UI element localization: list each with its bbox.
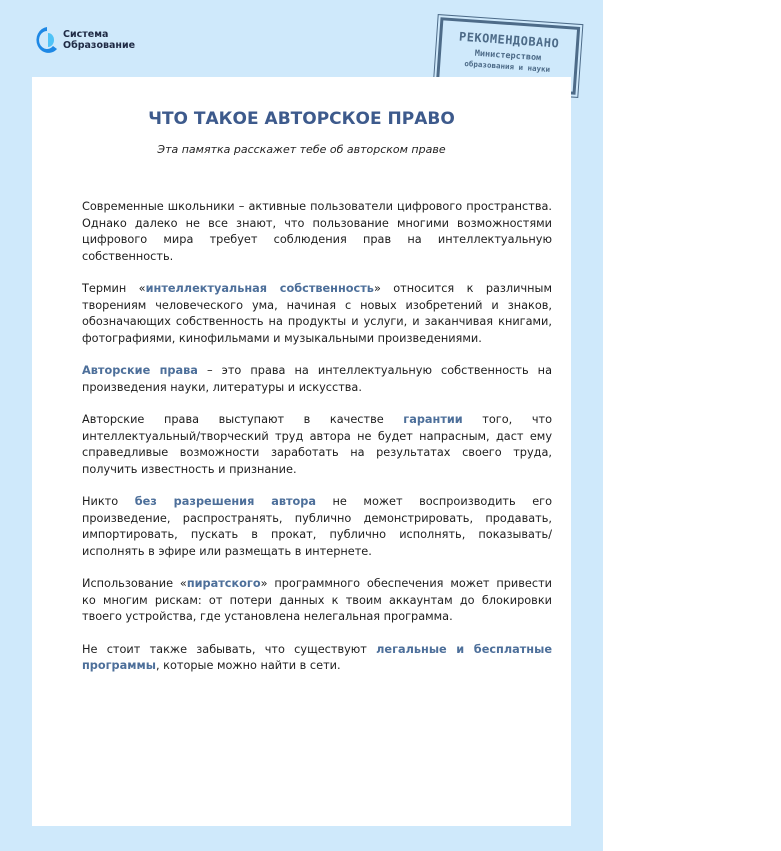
stamp-line-2: Министерством: [474, 48, 542, 64]
p7-before: Не стоит также забывать, что существуют: [82, 642, 377, 656]
p4-highlight: гарантии: [403, 413, 463, 426]
p4-after: того, что интеллектуальный/творческий труд автора не будет напрасным, даст ему справедливые возможности заработать на результатах своего труда, получить известность и признание.: [82, 413, 553, 476]
document-body: [82, 199, 552, 691]
stamp-line-3: образования и науки: [464, 58, 551, 74]
p3-highlight: Авторские права: [82, 364, 198, 377]
p5-before: Никто: [82, 495, 135, 508]
p6-highlight: пиратского: [186, 577, 261, 590]
paragraph-7: [82, 642, 552, 675]
p6-before: Использование «: [82, 577, 187, 590]
p2-highlight: интеллектуальная собственность: [145, 282, 374, 295]
p2-before: Термин «: [82, 282, 146, 295]
p2-after: » относится к различным творениям человеческого ума, начиная с новых изобретений и знаков, обозначающих собственность на продукты и услуги, и заканчивая книгами, фотографиями, кинофильмами и музыкальными произведениями.: [82, 282, 552, 345]
logo: [33, 25, 135, 55]
p7-highlight: легальные и бесплатные программы: [82, 642, 552, 672]
p4-before: Авторские права выступают в качестве: [82, 413, 404, 426]
stamp-line-1: РЕКОМЕНДОВАНО: [458, 29, 560, 51]
paragraph-2: [82, 281, 552, 347]
p3-after: – это права на интеллектуальную собственность на произведения науки, литературы и искусства.: [82, 364, 552, 394]
p5-highlight: без разрешения автора: [134, 495, 317, 508]
paragraph-3: [82, 363, 552, 396]
paragraph-4: [82, 412, 552, 478]
logo-line-2: Образование: [63, 40, 136, 51]
page-subtitle: Эта памятка расскажет тебе об авторском праве: [157, 143, 446, 156]
p7-after: , которые можно найти в сети.: [155, 659, 341, 672]
logo-icon: [33, 25, 59, 55]
p5-after: не может воспроизводить его произведение, распространять, публично демонстрировать, продавать, импортировать, пускать в прокат, публично исполнять, показывать/исполнять в эфире или размещать в интернете.: [82, 495, 552, 558]
logo-text: [63, 29, 135, 51]
logo-line-1: Система: [63, 29, 109, 40]
page-title: ЧТО ТАКОЕ АВТОРСКОЕ ПРАВО: [148, 109, 455, 129]
paragraph-6: [82, 576, 552, 626]
paragraph-1: Современные школьники – активные пользователи цифрового пространства. Однако далеко не все знают, что пользование многими возможностями цифрового мира требует соблюдения прав на интеллектуальную собственность.: [82, 200, 552, 263]
paragraph-5: [82, 494, 552, 560]
p6-after: » программного обеспечения может привести ко многим рискам: от потери данных к твоим аккаунтам до блокировки твоего устройства, где установлена нелегальная программа.: [82, 577, 552, 623]
document-sheet: [32, 77, 571, 826]
